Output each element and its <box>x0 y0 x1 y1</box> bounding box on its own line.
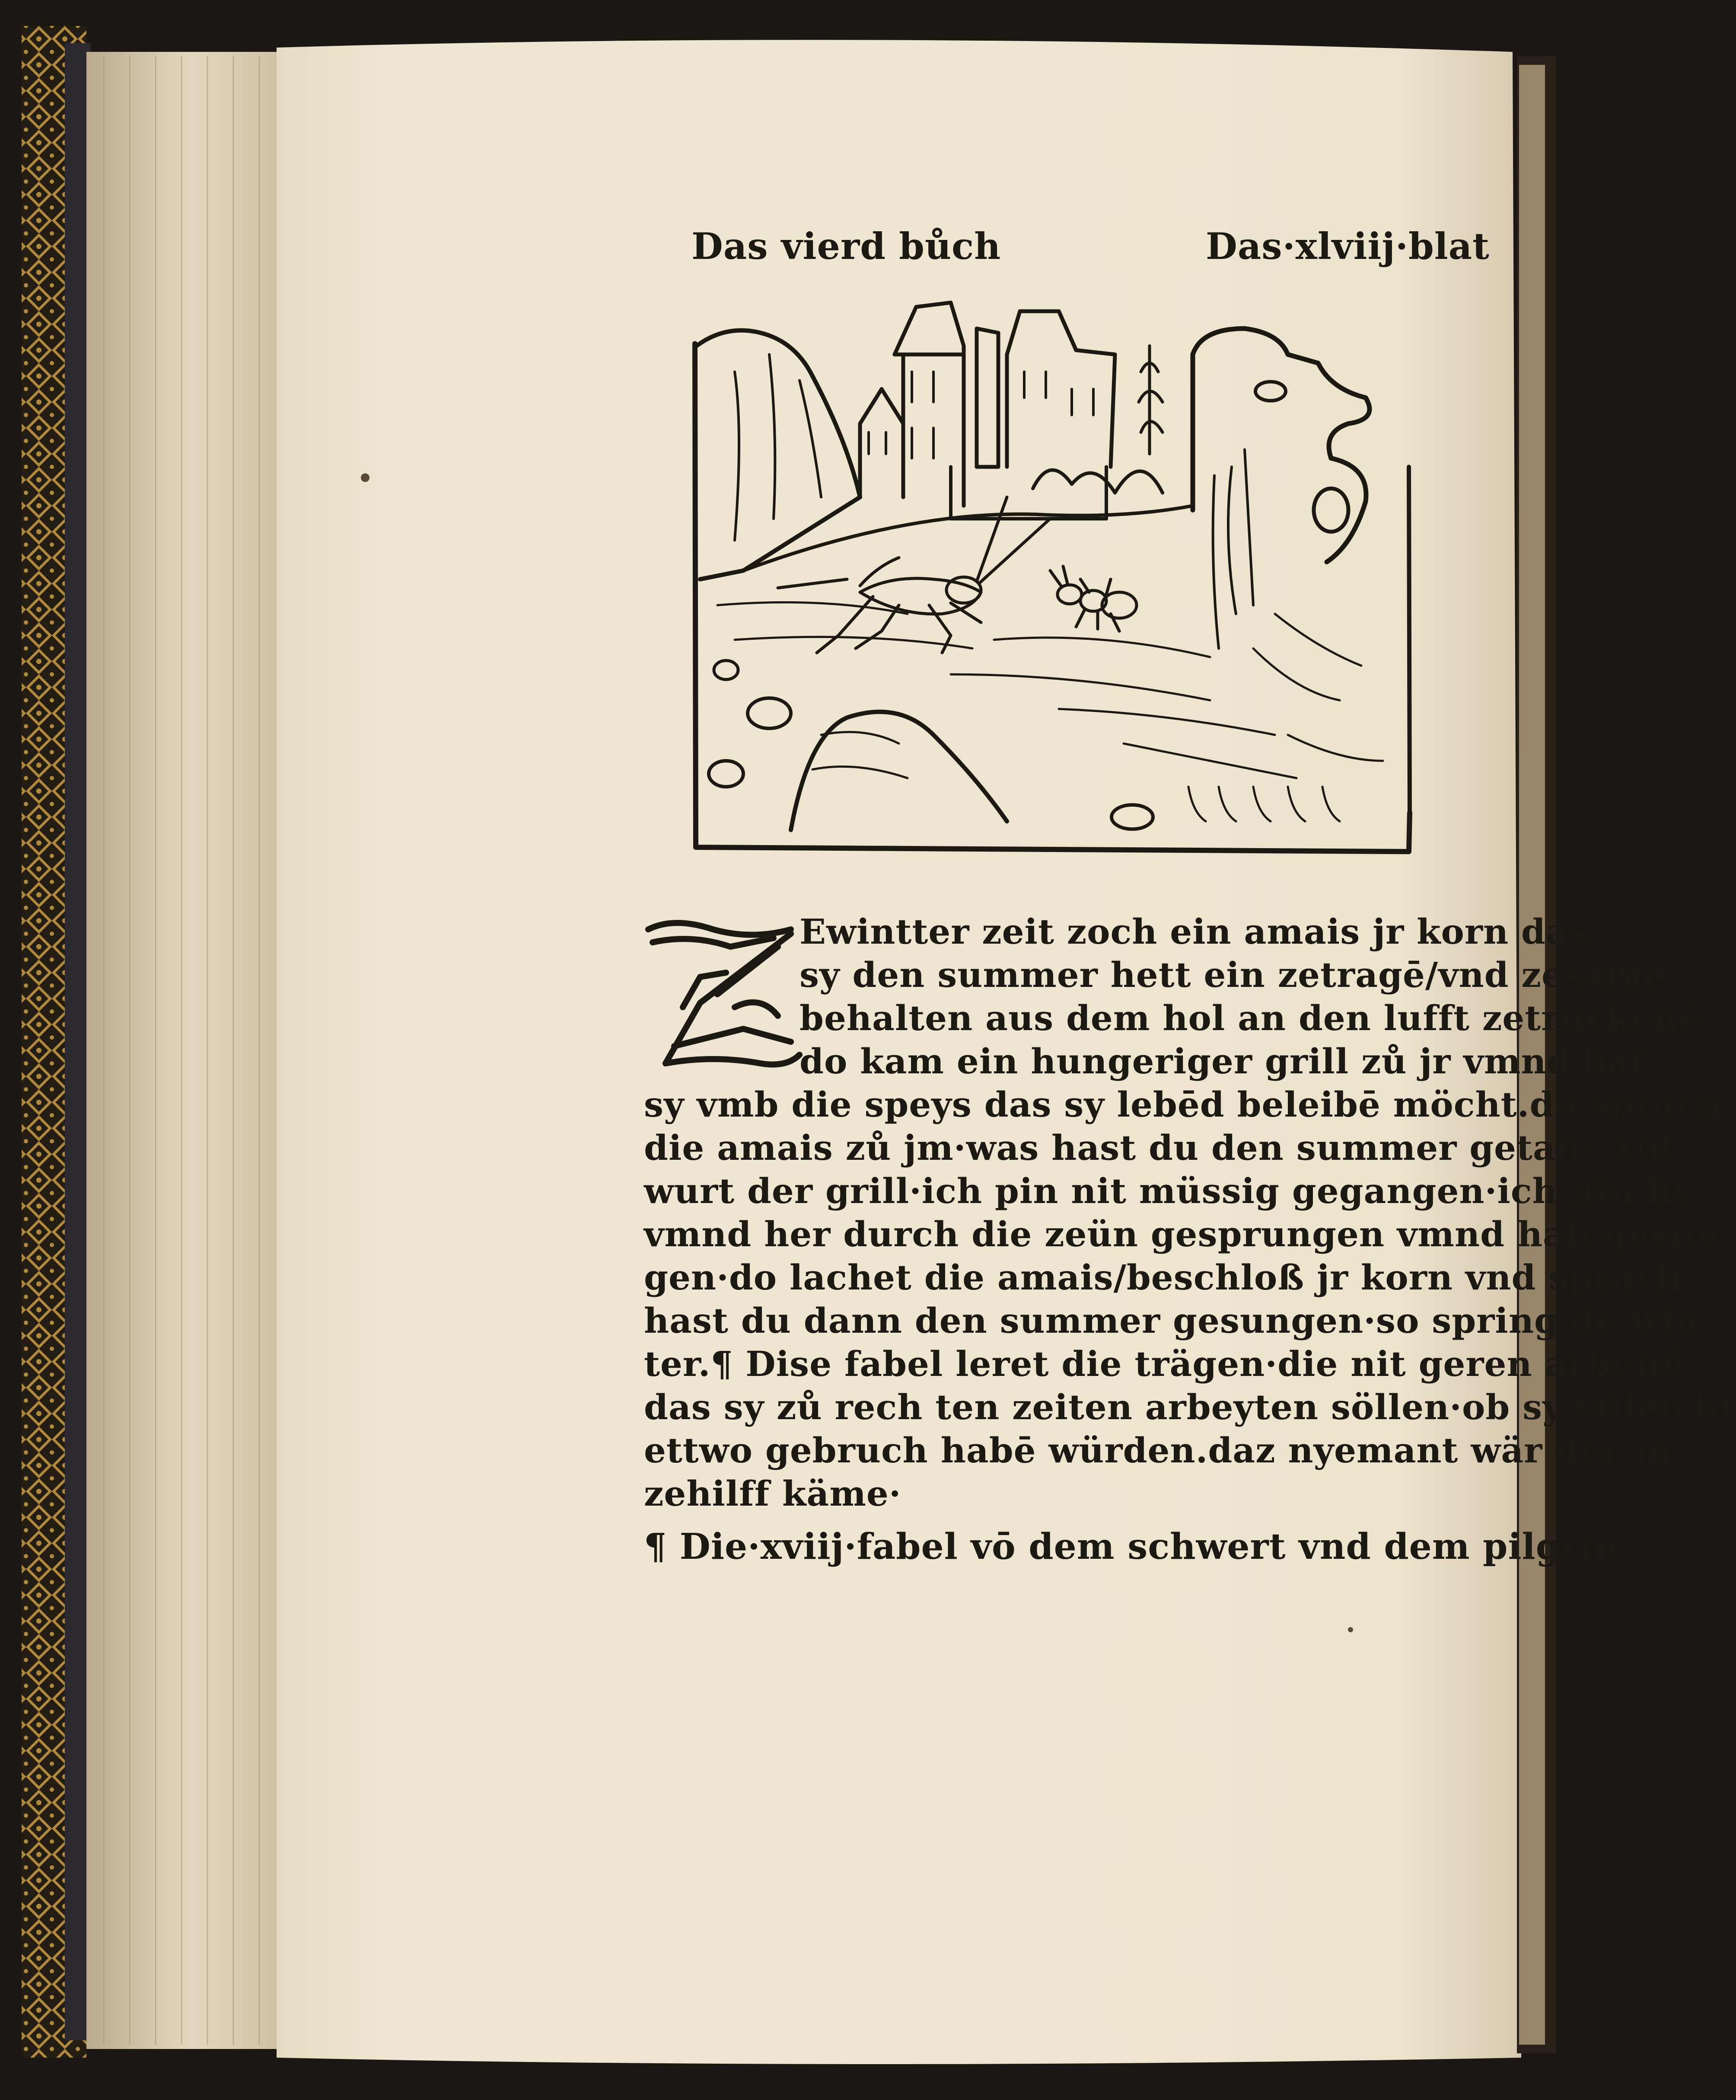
fable-title-text: Die·xviij·fabel vō dem schwert vnd dem pilgrin <box>679 1526 1621 1567</box>
text-line-7: wurt der grill·ich pin nit müssig gegangen·ich pin hy <box>644 1171 1693 1211</box>
text-line-11: ter.¶ Dise fabel leret die trägen·die nit geren arbeitē <box>644 1344 1686 1384</box>
text-line-10: hast du dann den summer gesungen·so spring dē win <box>644 1300 1700 1341</box>
text-line-6: die amais zů jm·was hast du den summer getan/ Ant <box>644 1127 1676 1168</box>
text-line-4: do kam ein hungeriger grill zů jr vmnd bat <box>800 1041 1648 1082</box>
text-line-13: ettwo gebruch habē würden.daz nyemant wär der in <box>644 1430 1672 1471</box>
text-line-9: gen·do lachet die amais/beschloß jr korn vnd sprach. <box>644 1257 1695 1298</box>
page-edges <box>86 52 294 2049</box>
fable-title <box>644 1526 1620 1567</box>
text-line-3: behalten aus dem hol an den lufft zetrückenē <box>800 998 1702 1038</box>
text-line-8: vmnd her durch die zeün gesprungen vmnd hab gesun <box>644 1214 1721 1254</box>
text-line-2: sy den summer hett ein zetragē/vnd zesamē <box>800 954 1666 995</box>
text-line-5: sy vmb die speys das sy lebēd beleibē möcht.do sprach <box>644 1084 1723 1125</box>
text-line-1: Ewintter zeit zoch ein amais jr korn das <box>800 911 1589 952</box>
pilcrow-icon: ¶ <box>644 1526 680 1567</box>
running-head-left: Das vierd bůch <box>691 225 1001 268</box>
text-line-12: das sy zů rech ten zeiten arbeyten söllen·ob sy villeicht <box>644 1387 1736 1427</box>
running-head-right: Das·xlviij·blat <box>1206 225 1490 268</box>
text-line-14: zehilff käme· <box>644 1473 901 1514</box>
